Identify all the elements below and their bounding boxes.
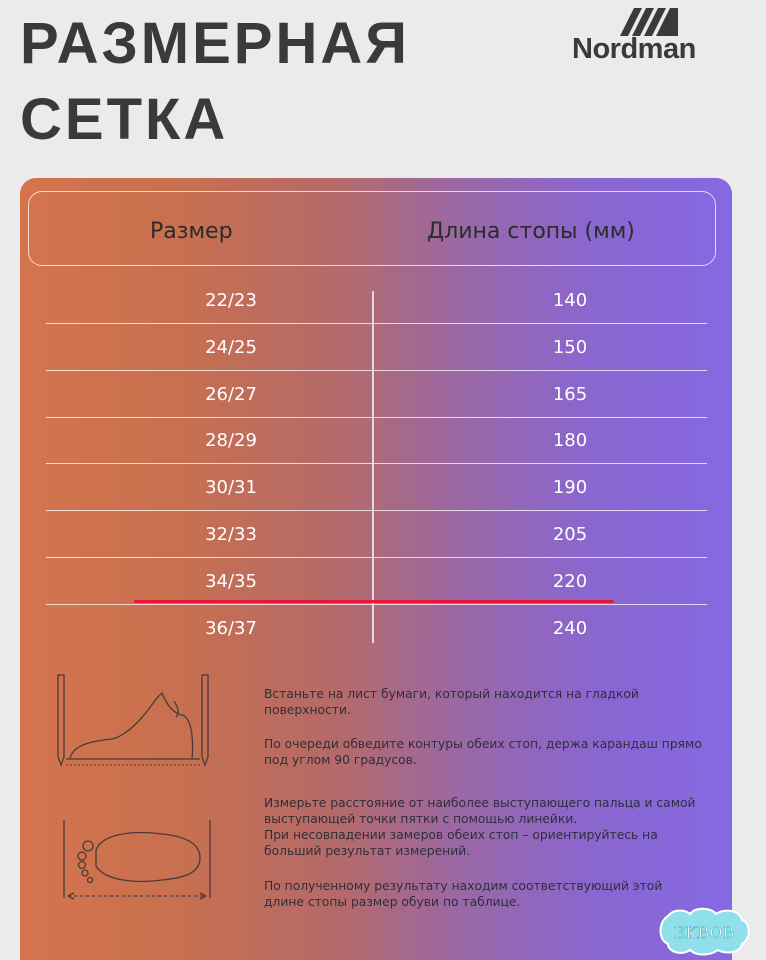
ekbob-watermark-badge — [656, 906, 752, 956]
length-cell: 220 — [552, 571, 588, 592]
page-title — [20, 6, 410, 158]
header-size: Размер — [150, 219, 233, 244]
brand-name: Nordman — [572, 33, 696, 65]
length-cell: 180 — [552, 430, 588, 451]
highlight-underline — [134, 600, 614, 603]
instruction-step-2: По очереди обведите контуры обеих стоп, держа карандаш прямо под углом 90 градусов. — [264, 737, 702, 767]
watermark-text: EKBOB — [673, 923, 735, 942]
length-cell: 240 — [552, 618, 588, 639]
size-cell: 24/25 — [205, 337, 257, 358]
table-row — [46, 512, 707, 558]
foot-side-view-illustration — [50, 673, 220, 773]
table-row — [46, 418, 707, 464]
table-row — [46, 325, 707, 371]
size-cell: 32/33 — [205, 524, 257, 545]
table-row — [46, 278, 707, 324]
size-cell: 26/27 — [205, 384, 257, 405]
nordman-logo — [572, 8, 737, 68]
title-line-2: СЕТКА — [20, 87, 229, 152]
row-divider — [46, 323, 707, 325]
table-row — [46, 559, 707, 605]
length-cell: 165 — [552, 384, 588, 405]
row-divider — [46, 557, 707, 559]
size-cell: 34/35 — [205, 571, 257, 592]
size-cell: 36/37 — [205, 618, 257, 639]
length-cell: 190 — [552, 477, 588, 498]
table-row — [46, 606, 707, 652]
instruction-step-3b: При несовпадении замеров обеих стоп – ориентируйтесь на больший результат измерений. — [264, 828, 658, 858]
size-cell: 28/29 — [205, 430, 257, 451]
row-divider — [46, 604, 707, 606]
size-cell: 22/23 — [205, 290, 257, 311]
instruction-step-3a: Измерьте расстояние от наиболее выступающего пальца и самой выступающей точки пятки с помощью линейки. — [264, 796, 696, 826]
length-cell: 205 — [552, 524, 588, 545]
table-row — [46, 372, 707, 418]
row-divider — [46, 370, 707, 372]
instruction-step-4: По полученному результату находим соответствующий этой длине стопы размер обуви по таблице. — [264, 879, 663, 909]
instruction-step-1: Встаньте на лист бумаги, который находится на гладкой поверхности. — [264, 687, 639, 717]
row-divider — [46, 510, 707, 512]
header-foot-length: Длина стопы (мм) — [427, 219, 635, 244]
table-row — [46, 465, 707, 511]
foot-top-view-illustration — [62, 814, 212, 904]
length-cell: 140 — [552, 290, 588, 311]
row-divider — [46, 463, 707, 465]
size-cell: 30/31 — [205, 477, 257, 498]
title-line-1: РАЗМЕРНАЯ — [20, 11, 410, 76]
size-chart-card — [20, 178, 732, 960]
length-cell: 150 — [552, 337, 588, 358]
